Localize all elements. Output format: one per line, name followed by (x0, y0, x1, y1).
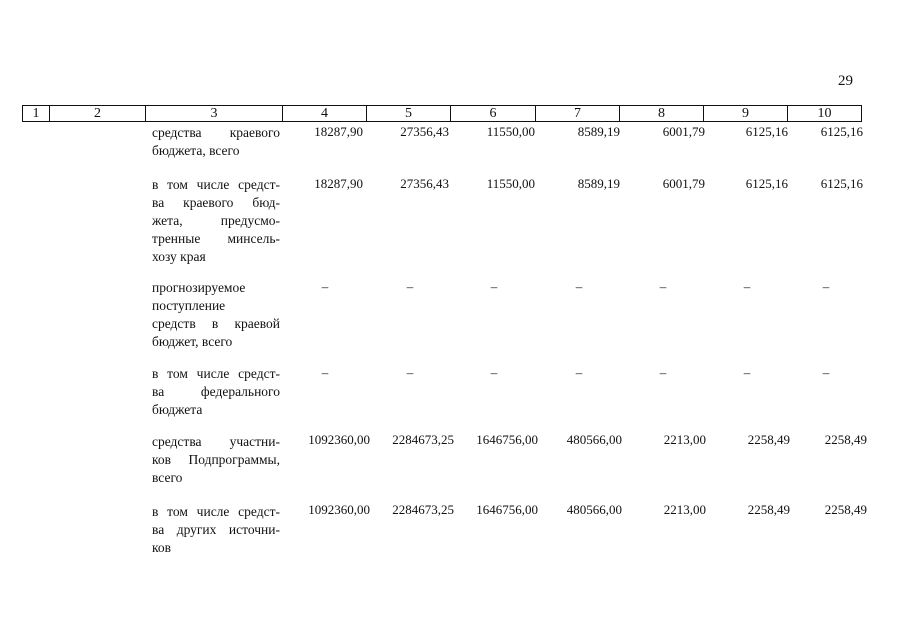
header-col-3: 3 (146, 106, 283, 121)
label-line: в том числе средст- (152, 177, 280, 192)
label-line: ков (152, 540, 171, 555)
row-label-other-sources (152, 503, 280, 557)
label-line: бюджет, всего (152, 334, 233, 349)
cell-value-dash: – (490, 365, 498, 380)
cell-value: 2258,49 (824, 502, 867, 517)
cell-value-dash: – (406, 279, 414, 294)
cell-value: 2284673,25 (392, 432, 454, 447)
cell-value-dash: – (743, 365, 751, 380)
cell-value-dash: – (659, 365, 667, 380)
cell-value-dash: – (490, 279, 498, 294)
cell-value: 8589,19 (577, 124, 620, 139)
cell-value-dash: – (822, 279, 830, 294)
label-line: тренные минсель- (152, 231, 280, 246)
label-line: средства краевого (152, 125, 280, 140)
label-line: в том числе средст- (152, 366, 280, 381)
label-line: прогнозируемое (152, 280, 246, 295)
row-label-forecast-income (152, 279, 280, 351)
label-line: ва краевого бюд- (152, 195, 280, 210)
label-line: хозу края (152, 249, 206, 264)
label-line: бюджета (152, 402, 203, 417)
cell-value: 11550,00 (486, 124, 535, 139)
cell-value: 8589,19 (577, 176, 620, 191)
cell-value: 6001,79 (662, 124, 705, 139)
cell-value-dash: – (321, 279, 329, 294)
header-col-10: 10 (817, 106, 832, 121)
row-label-federal-budget (152, 365, 280, 419)
cell-value-dash: – (321, 365, 329, 380)
cell-value: 11550,00 (486, 176, 535, 191)
header-col-8: 8 (620, 106, 704, 121)
row-label-participants-total (152, 433, 280, 487)
cell-value-dash: – (743, 279, 751, 294)
cell-value-dash: – (659, 279, 667, 294)
cell-value: 1092360,00 (308, 502, 370, 517)
cell-value: 18287,90 (314, 124, 363, 139)
row-label-regional-budget-total (152, 124, 280, 160)
header-col-1: 1 (23, 106, 50, 121)
label-line: в том числе средст- (152, 504, 280, 519)
cell-value: 1092360,00 (308, 432, 370, 447)
cell-value: 18287,90 (314, 176, 363, 191)
cell-value: 480566,00 (566, 502, 622, 517)
cell-value: 2213,00 (663, 502, 706, 517)
cell-value: 6125,16 (820, 124, 863, 139)
cell-value: 2284673,25 (392, 502, 454, 517)
label-line: бюджета, всего (152, 143, 240, 158)
label-line: ков Подпрограммы, (152, 452, 280, 467)
header-col-7: 7 (536, 106, 620, 121)
header-col-4: 4 (283, 106, 367, 121)
label-line: всего (152, 470, 183, 485)
cell-value: 6001,79 (662, 176, 705, 191)
cell-value: 27356,43 (400, 176, 449, 191)
cell-value: 2258,49 (747, 432, 790, 447)
header-col-2: 2 (50, 106, 146, 121)
header-col-6: 6 (451, 106, 536, 121)
row-label-regional-budget-ministry (152, 176, 280, 266)
label-line: средства участни- (152, 434, 280, 449)
label-line: ва федерального (152, 384, 280, 399)
table-header-row (22, 105, 862, 122)
cell-value: 6125,16 (745, 124, 788, 139)
cell-value: 480566,00 (566, 432, 622, 447)
label-line: ва других источни- (152, 522, 280, 537)
label-line: средств в краевой (152, 316, 280, 331)
label-line: поступление (152, 298, 226, 313)
cell-value: 2258,49 (824, 432, 867, 447)
cell-value-dash: – (575, 365, 583, 380)
cell-value: 6125,16 (745, 176, 788, 191)
cell-value: 2258,49 (747, 502, 790, 517)
cell-value-dash: – (406, 365, 414, 380)
cell-value: 2213,00 (663, 432, 706, 447)
cell-value: 6125,16 (820, 176, 863, 191)
cell-value: 27356,43 (400, 124, 449, 139)
cell-value-dash: – (822, 365, 830, 380)
cell-value: 1646756,00 (476, 432, 538, 447)
cell-value-dash: – (575, 279, 583, 294)
page-number: 29 (838, 73, 853, 89)
label-line: жета, предусмо- (152, 213, 280, 228)
cell-value: 1646756,00 (476, 502, 538, 517)
header-col-9: 9 (704, 106, 788, 121)
header-col-5: 5 (367, 106, 451, 121)
